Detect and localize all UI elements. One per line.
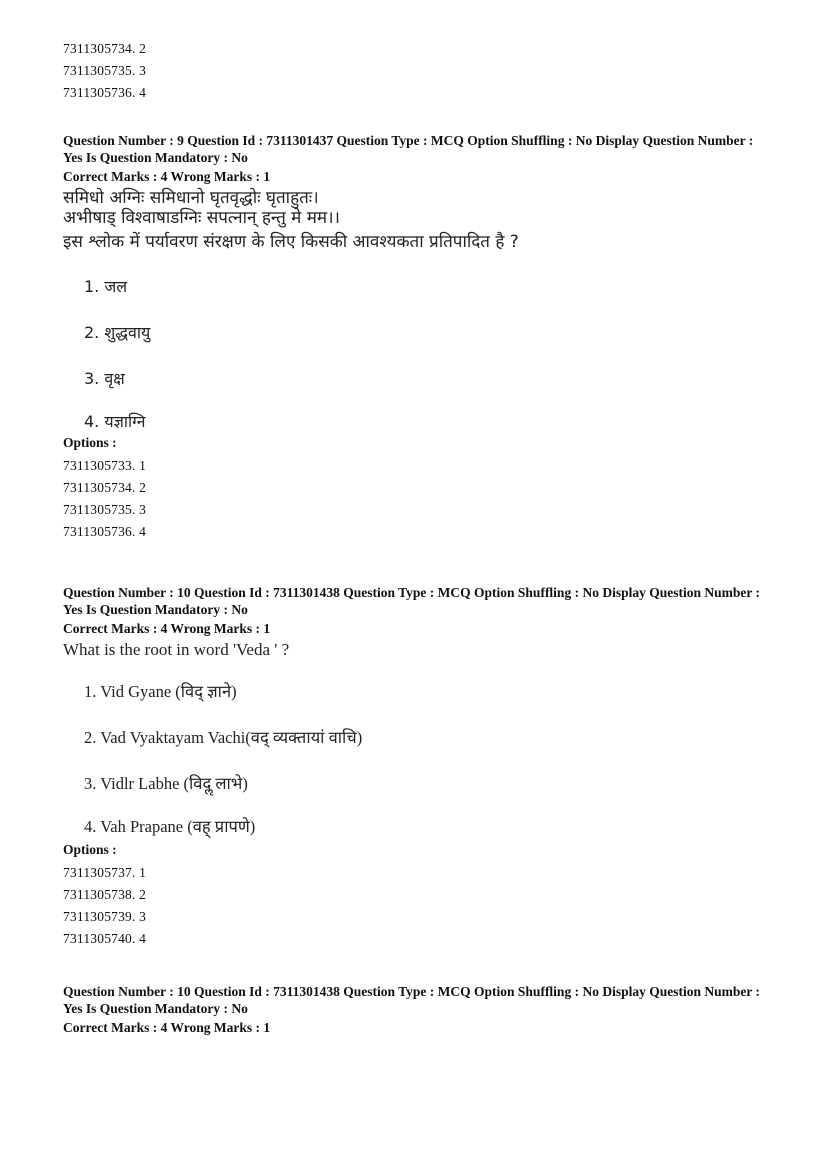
question-marks: Correct Marks : 4 Wrong Marks : 1 <box>63 1020 271 1035</box>
question-text: What is the root in word 'Veda ' ? <box>63 640 290 659</box>
question-text <box>63 188 768 252</box>
question-meta: Question Number : 10 Question Id : 7311301438 Question Type : MCQ Option Shuffling : No Display Question Number : Yes Is Question Mandatory : No <box>63 984 760 1016</box>
options-label: Options : <box>63 842 117 857</box>
answer-choice: 3. वृक्ष <box>84 369 125 388</box>
option-id-line: 7311305740. 4 <box>63 931 147 946</box>
answer-choice: 4. यज्ञाग्नि <box>84 412 146 431</box>
option-id-line: 7311305739. 3 <box>63 909 147 924</box>
option-id-line: 7311305736. 4 <box>63 85 147 100</box>
question-10-repeat <box>63 983 768 1037</box>
question-marks: Correct Marks : 4 Wrong Marks : 1 <box>63 621 271 636</box>
options-list <box>63 455 768 543</box>
answer-choice: 3. Vidlr Labhe (विदॢ लाभे) <box>84 774 248 793</box>
option-id-line: 7311305734. 2 <box>63 41 147 56</box>
option-id-line: 7311305735. 3 <box>63 63 147 78</box>
previous-options-list <box>63 38 768 104</box>
question-meta: Question Number : 9 Question Id : 7311301437 Question Type : MCQ Option Shuffling : No Display Question Number : Yes Is Question Mandatory : No <box>63 133 754 165</box>
question-10 <box>63 584 768 950</box>
options-list <box>63 862 768 950</box>
option-id-line: 7311305735. 3 <box>63 502 147 517</box>
question-9 <box>63 132 768 543</box>
question-marks: Correct Marks : 4 Wrong Marks : 1 <box>63 169 271 184</box>
answer-choice: 1. जल <box>84 277 128 296</box>
option-id-line: 7311305736. 4 <box>63 524 147 539</box>
answer-choices <box>63 264 768 432</box>
answer-choice: 1. Vid Gyane (विद् ज्ञाने) <box>84 682 237 701</box>
option-id-line: 7311305738. 2 <box>63 887 147 902</box>
question-text-line: इस श्लोक में पर्यावरण संरक्षण के लिए किसकी आवश्यकता प्रतिपादित है ? <box>63 232 519 252</box>
question-text-line: समिधो अग्निः समिधानो घृतवृद्धोः घृताहुतः। <box>63 188 319 208</box>
option-id-line: 7311305734. 2 <box>63 480 147 495</box>
option-id-line: 7311305737. 1 <box>63 865 147 880</box>
answer-choice: 2. Vad Vyaktayam Vachi(वद् व्यक्तायां वाचि) <box>84 728 363 747</box>
answer-choice: 4. Vah Prapane (वह् प्रापणे) <box>84 817 256 836</box>
question-meta: Question Number : 10 Question Id : 7311301438 Question Type : MCQ Option Shuffling : No Display Question Number : Yes Is Question Mandatory : No <box>63 585 760 617</box>
answer-choices <box>63 669 768 839</box>
option-id-line: 7311305733. 1 <box>63 458 147 473</box>
answer-choice: 2. शुद्धवायु <box>84 323 151 342</box>
question-text-line: अभीषाड् विश्वाषाडग्निः सपत्नान् हन्तु मे मम।। <box>63 208 340 228</box>
options-label: Options : <box>63 435 117 450</box>
